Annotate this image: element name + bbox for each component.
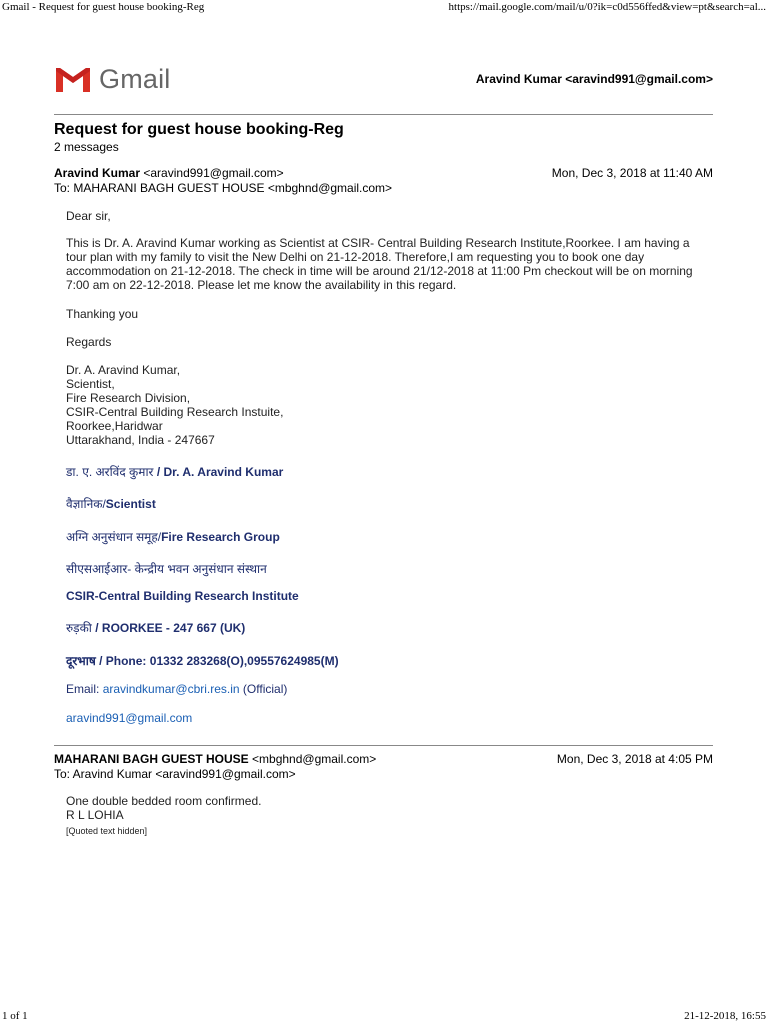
sig-group-english: Fire Research Group xyxy=(161,530,280,544)
message-2-body xyxy=(66,794,706,822)
page-number: 1 of 1 xyxy=(2,1010,28,1022)
body-line: R L LOHIA xyxy=(66,808,124,822)
sig-title xyxy=(66,495,156,512)
sig-title-hindi: वैज्ञानिक/ xyxy=(66,497,106,511)
message-1-thanks xyxy=(66,307,706,321)
sig-name xyxy=(66,463,283,480)
message-date: Mon, Dec 3, 2018 at 11:40 AM xyxy=(551,166,713,180)
gmail-envelope-icon xyxy=(53,64,93,94)
regards-text: Regards xyxy=(66,335,112,349)
email-label: Email: xyxy=(66,682,103,696)
message-count: 2 messages xyxy=(54,140,119,154)
print-footer xyxy=(0,1008,768,1024)
message-1-paragraph xyxy=(66,236,701,292)
gmail-logo xyxy=(53,62,171,96)
print-header xyxy=(0,0,768,16)
message-date: Mon, Dec 3, 2018 at 4:05 PM xyxy=(556,752,713,766)
sig-email-personal-line xyxy=(66,711,192,725)
sig-phone-hindi: दूरभाष xyxy=(66,654,96,668)
sig-org-hindi xyxy=(66,560,267,577)
message-divider xyxy=(54,745,713,746)
recipient-line: To: Aravind Kumar <aravind991@gmail.com> xyxy=(54,767,296,781)
sig-group xyxy=(66,528,280,545)
sig-phone-english: / Phone: 01332 283268(O),09557624985(M) xyxy=(95,654,339,668)
message-2-header xyxy=(54,752,713,781)
sig-org-english xyxy=(66,589,299,603)
email-official-tag: (Official) xyxy=(239,682,288,696)
email-official-link[interactable]: aravindkumar@cbri.res.in xyxy=(102,682,240,696)
quoted-text-toggle[interactable]: [Quoted text hidden] xyxy=(66,826,148,836)
sender-email: <aravind991@gmail.com> xyxy=(143,166,284,180)
signature-line: CSIR-Central Building Research Instuite, xyxy=(66,405,284,419)
sig-city-english: / ROORKEE - 247 667 (UK) xyxy=(91,621,246,635)
greeting-text: Dear sir, xyxy=(66,209,111,223)
sig-org-hindi-text: सीएसआईआर- केन्द्रीय भवन अनुसंधान संस्थान xyxy=(66,562,267,576)
print-page-url: https://mail.google.com/mail/u/0?ik=c0d556ffed&view=pt&search=al... xyxy=(448,1,766,13)
body-paragraph: This is Dr. A. Aravind Kumar working as Scientist at CSIR- Central Building Research Institute,Roorkee. I am having a tour plan with my family to visit the New Delhi on 21-12-2018. Therefore,I am requesting you to book one day accommodation on 21-12-2018. The check in time will be around 21/12-2018 at 11:00 Pm checkout will be on morning 7:00 am on 22-12-2018. Please let me know the availability in this regard. xyxy=(66,236,693,292)
body-line: One double bedded room confirmed. xyxy=(66,794,262,808)
sender-name: MAHARANI BAGH GUEST HOUSE xyxy=(54,752,249,766)
print-page-title: Gmail - Request for guest house booking-Reg xyxy=(2,1,205,13)
message-1-header xyxy=(54,166,713,195)
message-1-greeting xyxy=(66,209,706,223)
sender-email: <mbghnd@gmail.com> xyxy=(252,752,377,766)
message-1-regards xyxy=(66,335,706,349)
sig-org-english-text: CSIR-Central Building Research Institute xyxy=(66,589,299,603)
sender-name: Aravind Kumar xyxy=(54,166,141,180)
header-divider xyxy=(54,114,713,115)
signature-line: Roorkee,Haridwar xyxy=(66,419,163,433)
signature-line: Uttarakhand, India - 247667 xyxy=(66,433,215,447)
thanks-text: Thanking you xyxy=(66,307,139,321)
gmail-wordmark: Gmail xyxy=(99,63,171,94)
message-1-signature xyxy=(66,363,706,447)
sig-city xyxy=(66,619,245,636)
email-personal-link[interactable]: aravind991@gmail.com xyxy=(66,711,193,725)
sig-name-hindi: डा. ए. अरविंद कुमार xyxy=(66,465,154,479)
sig-email-official-line xyxy=(66,682,287,696)
recipient-line: To: MAHARANI BAGH GUEST HOUSE <mbghnd@gmail.com> xyxy=(54,181,393,195)
signature-line: Scientist, xyxy=(66,377,115,391)
sig-title-english: Scientist xyxy=(105,497,156,511)
sig-name-english: / Dr. A. Aravind Kumar xyxy=(153,465,284,479)
signature-line: Fire Research Division, xyxy=(66,391,191,405)
print-timestamp: 21-12-2018, 16:55 xyxy=(684,1010,766,1022)
sig-city-hindi: रुड़की xyxy=(66,621,92,635)
sig-group-hindi: अग्नि अनुसंधान समूह/ xyxy=(66,530,162,544)
account-identity: Aravind Kumar <aravind991@gmail.com> xyxy=(475,72,713,86)
signature-line: Dr. A. Aravind Kumar, xyxy=(66,363,181,377)
sig-phone xyxy=(66,652,339,669)
thread-subject: Request for guest house booking-Reg xyxy=(54,121,344,138)
